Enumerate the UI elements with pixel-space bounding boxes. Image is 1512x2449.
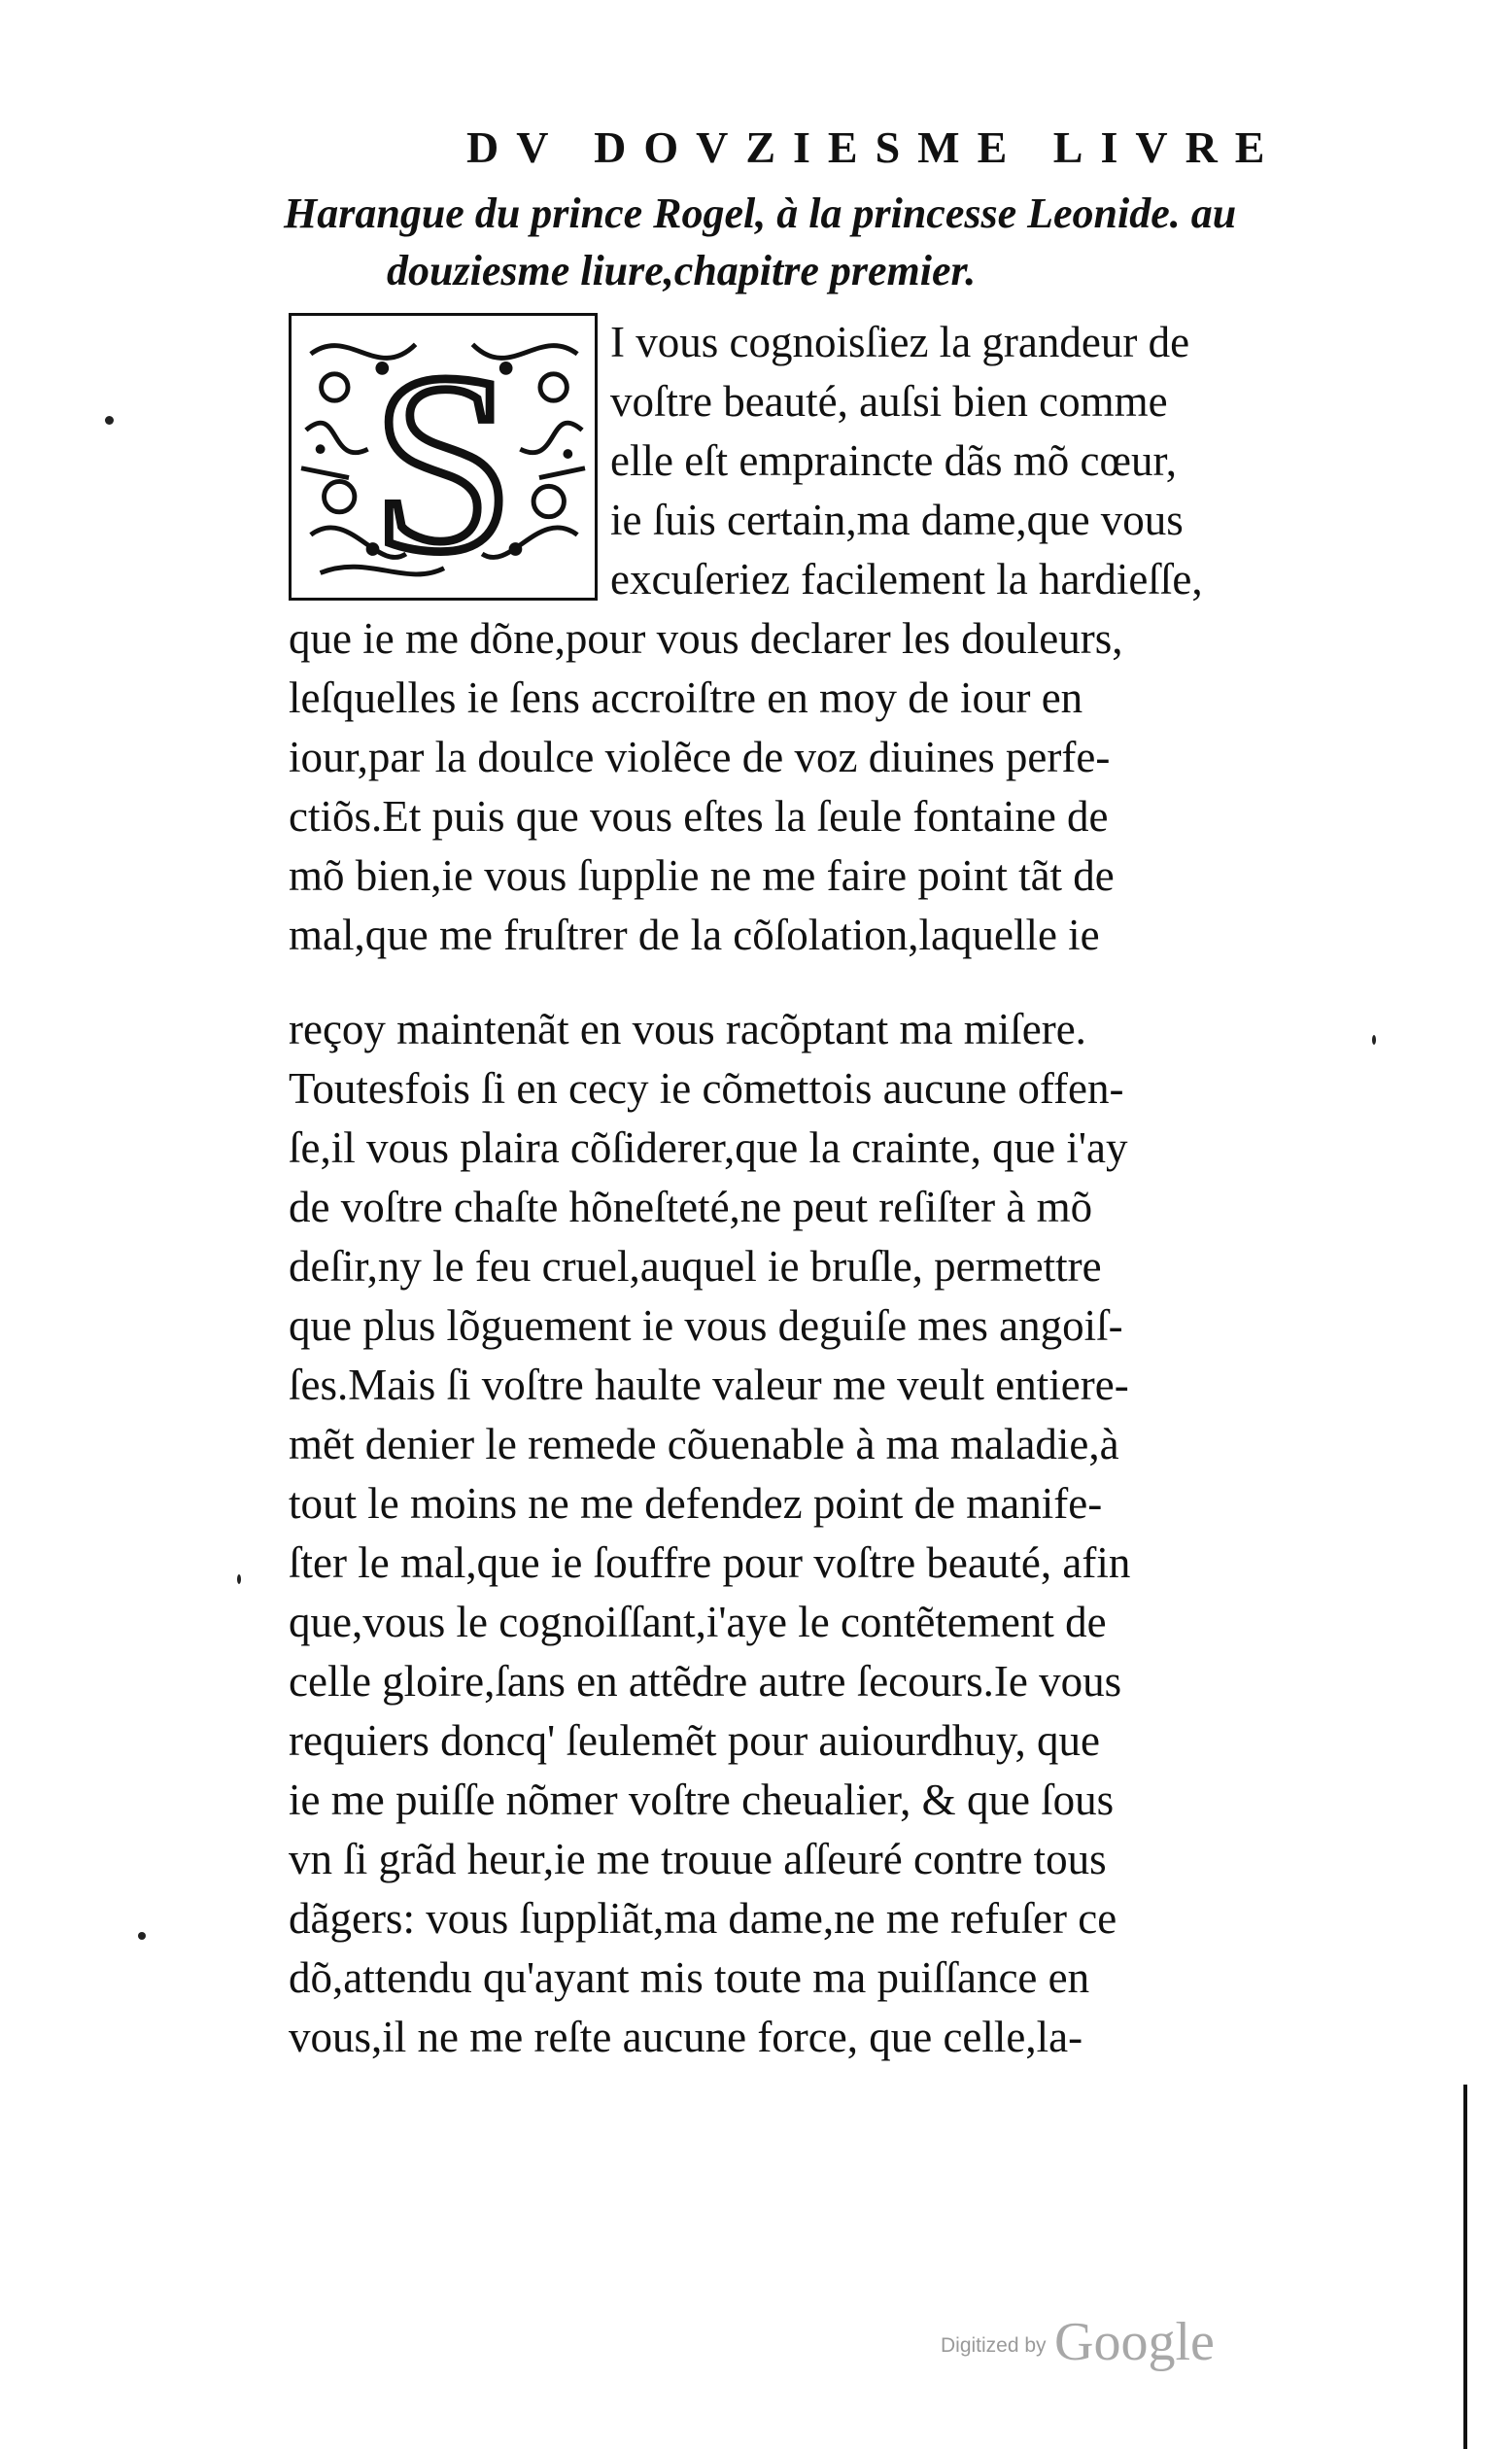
drop-cap-letter: S (371, 321, 515, 598)
body-line: vous,il ne me reſte aucune force, que celle,la- (289, 2013, 1083, 2061)
body-line: voſtre beauté, auſsi bien comme (610, 377, 1168, 426)
body-line: mõ bien,ie vous ſupplie ne me faire point tãt de (289, 851, 1115, 900)
page-edge-mark (1463, 2085, 1467, 2449)
chapter-title-line-2: douziesme liure,chapitre premier. (387, 247, 977, 294)
body-line: dõ,attendu qu'ayant mis toute ma puiſſance en (289, 1953, 1090, 2002)
body-line: Toutesfois ſi en cecy ie cõmettois aucune offen- (289, 1064, 1124, 1113)
ink-speck (237, 1574, 241, 1584)
body-line: ſe,il vous plaira cõſiderer,que la crainte, que i'ay (289, 1123, 1128, 1172)
body-line: celle gloire,ſans en attẽdre autre ſecours.Ie vous (289, 1657, 1122, 1706)
watermark-brand: Google (1054, 2312, 1215, 2372)
body-line: ie me puiſſe nõmer voſtre cheualier, & que ſous (289, 1776, 1115, 1824)
ink-speck (138, 1932, 146, 1940)
body-line: dãgers: vous ſuppliãt,ma dame,ne me refuſer ce (289, 1894, 1117, 1943)
body-line: deſir,ny le feu cruel,auquel ie bruſle, permettre (289, 1242, 1102, 1291)
watermark (941, 2311, 1215, 2373)
ink-speck (1372, 1035, 1376, 1045)
body-line: que plus lõguement ie vous deguiſe mes angoiſ- (289, 1301, 1123, 1350)
body-line: elle eſt empraincte dãs mõ cœur, (610, 436, 1177, 485)
running-head: DV DOVZIESME LIVRE (466, 122, 1283, 172)
body-line: requiers doncq' ſeulemẽt pour auiourdhuy, que (289, 1716, 1100, 1765)
body-line: ſes.Mais ſi voſtre haulte valeur me veult entiere- (289, 1361, 1129, 1409)
body-line: ie ſuis certain,ma dame,que vous (610, 496, 1184, 544)
body-line: tout le moins ne me defendez point de manife- (289, 1479, 1103, 1528)
ink-speck (105, 416, 114, 425)
body-line: iour,par la doulce violẽce de voz diuines perfe- (289, 733, 1111, 781)
watermark-prefix: Digitized by (941, 2334, 1047, 2357)
ornamental-drop-cap (289, 313, 598, 601)
body-line: mal,que me fruſtrer de la cõſolation,laquelle ie (289, 911, 1100, 959)
body-line: de voſtre chaſte hõneſteté,ne peut reſiſter à mõ (289, 1183, 1093, 1231)
body-line: que ie me dõne,pour vous declarer les douleurs, (289, 614, 1123, 663)
body-line: leſquelles ie ſens accroiſtre en moy de iour en (289, 673, 1083, 722)
body-line: I vous cognoisſiez la grandeur de (610, 318, 1190, 366)
body-line: mẽt denier le remede cõuenable à ma maladie,à (289, 1420, 1119, 1468)
body-line: vn ſi grãd heur,ie me trouue aſſeuré contre tous (289, 1835, 1107, 1883)
body-line: excuſeriez facilement la hardieſſe, (610, 555, 1203, 604)
body-line: reçoy maintenãt en vous racõptant ma miſere. (289, 1005, 1086, 1053)
ornamental-initial-icon (292, 316, 595, 598)
body-line: ſter le mal,que ie ſouffre pour voſtre beauté, afin (289, 1538, 1131, 1587)
body-line: que,vous le cognoiſſant,i'aye le contẽtement de (289, 1598, 1107, 1646)
chapter-title-line-1: Harangue du prince Rogel, à la princesse Leonide. au (284, 190, 1237, 237)
body-line: ctiõs.Et puis que vous eſtes la ſeule fontaine de (289, 792, 1109, 841)
